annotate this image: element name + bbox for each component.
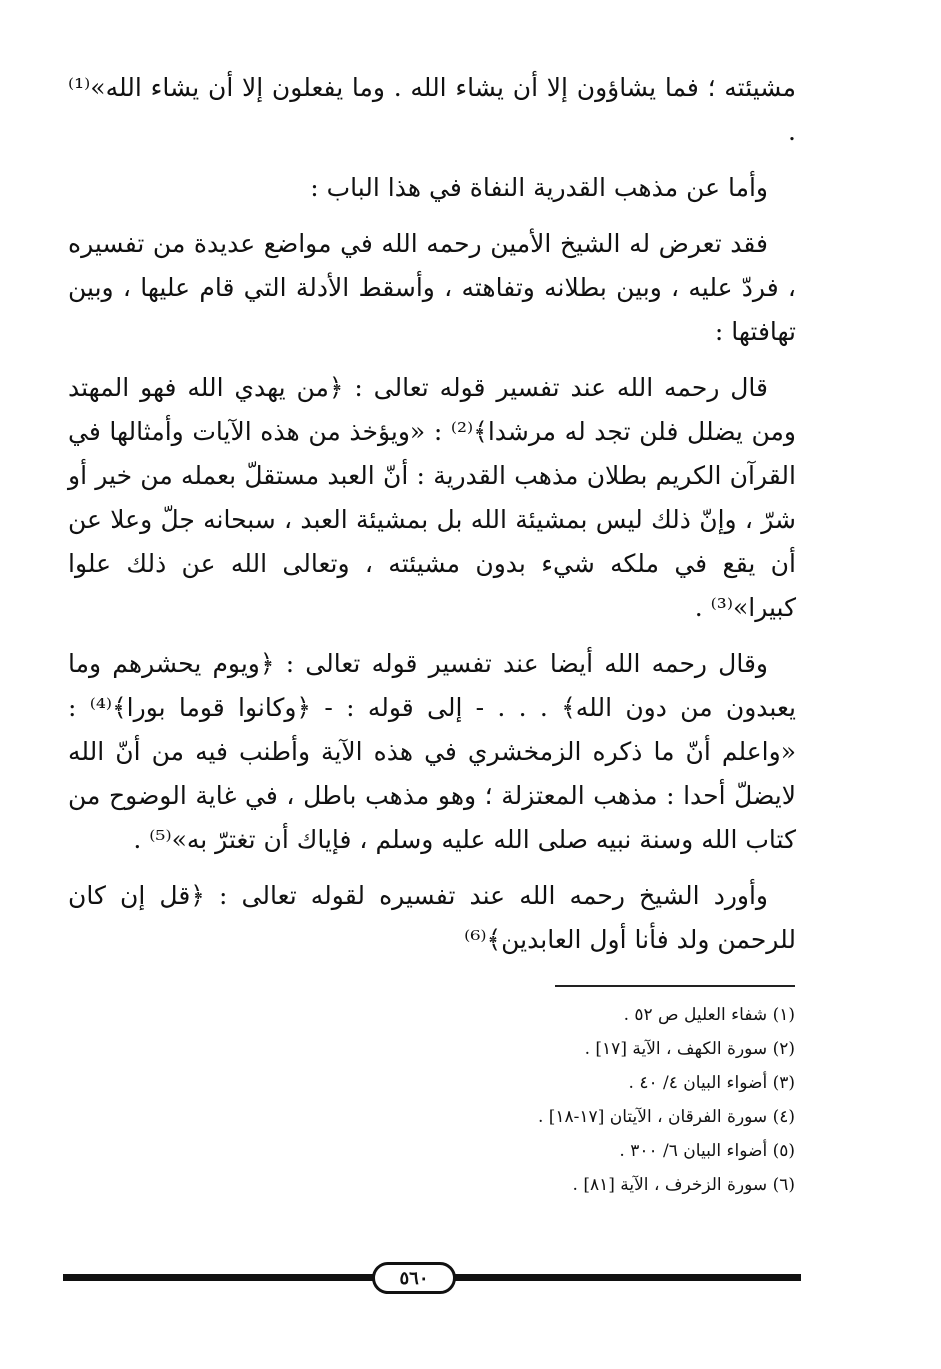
footnote: (٢) سورة الكهف ، الآية [١٧] .	[584, 1039, 795, 1059]
footnote: (٣) أضواء البيان ٤/ ٤٠ .	[628, 1073, 795, 1093]
paragraph: فقد تعرض له الشيخ الأمين رحمه الله في مواضع عديدة من تفسيره ، فردّ عليه ، وبين بطلانه وتفاهته ، وأسقط الأدلة التي قام عليها ، وبين تهافتها :	[68, 229, 796, 346]
paragraph: وأما عن مذهب القدرية النفاة في هذا الباب :	[310, 173, 768, 202]
paragraph: مشيئته ؛ فما يشاؤون إلا أن يشاء الله . وما يفعلون إلا أن يشاء الله»⁽¹⁾ .	[68, 73, 796, 146]
paragraph: قال رحمه الله عند تفسير قوله تعالى : ﴿من يهدي الله فهو المهتد ومن يضلل فلن تجد له مرشدا﴾⁽²⁾ : «ويؤخذ من هذه الآيات وأمثالها في القرآن الكريم بطلان مذهب القدرية : أنّ العبد مستقلّ بعمله من خير أو شرّ ، وإنّ ذلك ليس بمشيئة الله بل بمشيئة العبد ، سبحانه جلّ وعلا عن أن يقع في ملكه شيء بدون مشيئته ، وتعالى الله عن ذلك علوا كبيرا»⁽³⁾ .	[68, 373, 797, 622]
footnote: (٥) أضواء البيان ٦/ ٣٠٠ .	[619, 1141, 795, 1161]
main-text	[68, 66, 796, 974]
footnote-separator	[555, 985, 795, 987]
footnotes	[300, 998, 795, 1202]
footnote: (٦) سورة الزخرف ، الآية [٨١] .	[572, 1175, 795, 1195]
footnote: (٤) سورة الفرقان ، الآيتان [١٧-١٨] .	[537, 1107, 795, 1127]
paragraph: وقال رحمه الله أيضا عند تفسير قوله تعالى : ﴿ويوم يحشرهم وما يعبدون من دون الله﴾ . . . - إلى قوله : - ﴿وكانوا قوما بورا﴾⁽⁴⁾ : «واعلم أنّ ما ذكره الزمخشري في هذه الآية وأطنب فيه من أنّ الله لايضلّ أحدا : مذهب المعتزلة ؛ وهو مذهب باطل ، في غاية الوضوح من كتاب الله وسنة نبيه صلى الله عليه وسلم ، فإياك أن تغترّ به»⁽⁵⁾ .	[68, 649, 796, 854]
page-number: ٥٦٠	[372, 1262, 456, 1294]
paragraph: وأورد الشيخ رحمه الله عند تفسيره لقوله تعالى : ﴿قل إن كان للرحمن ولد فأنا أول العابدين﴾⁽⁶⁾	[68, 881, 796, 954]
footnote: (١) شفاء العليل ص ٥٢ .	[623, 1005, 795, 1025]
